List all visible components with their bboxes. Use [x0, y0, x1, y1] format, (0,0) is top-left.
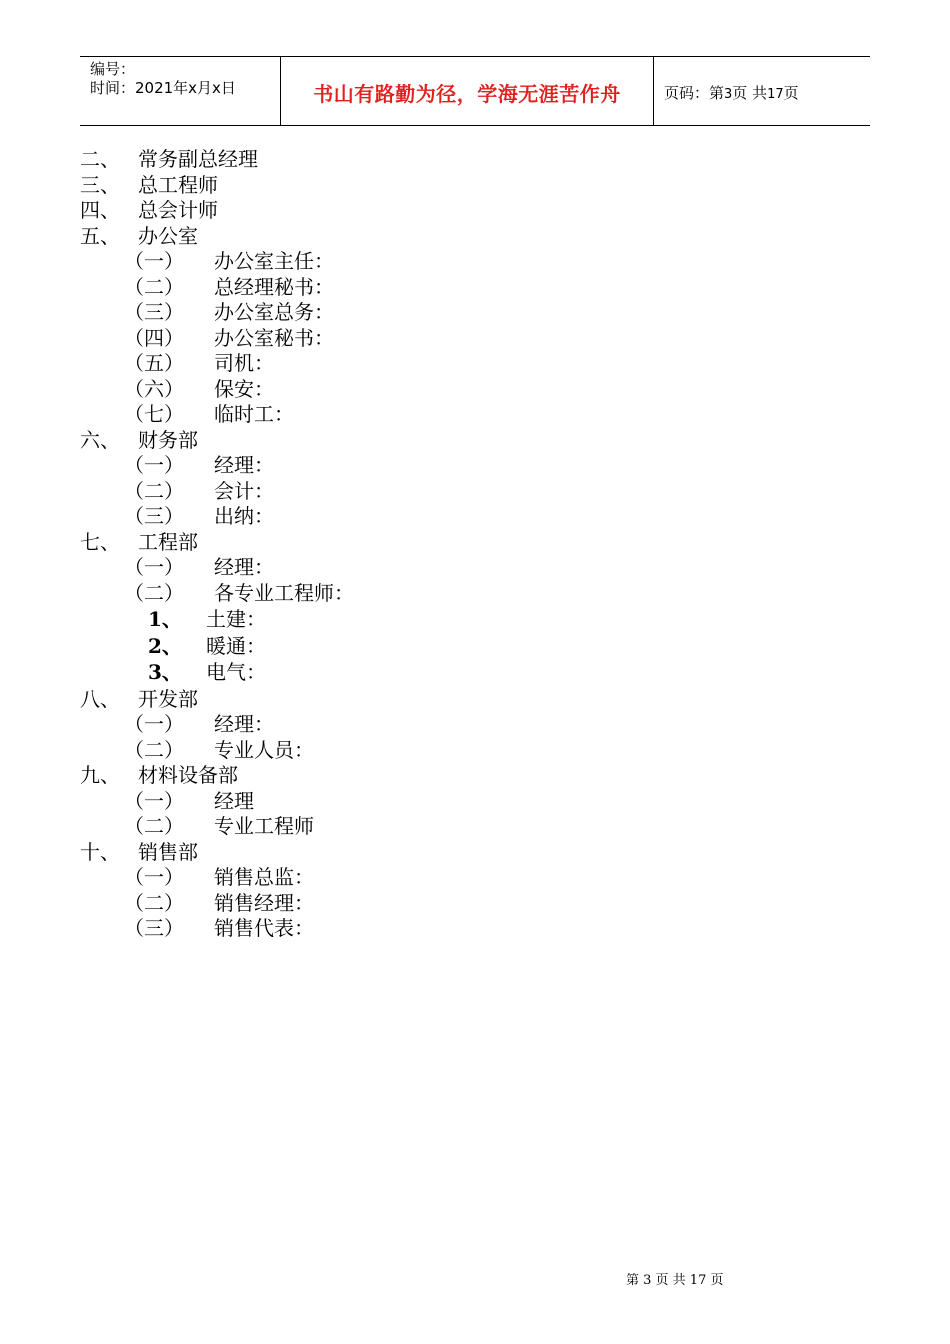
outline-item-number: 3、 [148, 660, 182, 684]
header-page-cell [654, 57, 870, 125]
outline-item-number: （六） [124, 376, 184, 401]
outline-item-number: （一） [124, 249, 184, 273]
outline-item-text: 财务部 [138, 427, 198, 452]
outline-item-number: （二） [124, 478, 184, 503]
outline-item-text: 专业人员： [214, 737, 314, 762]
outline-item-number: （一） [124, 712, 184, 736]
outline-item-number: （一） [124, 453, 184, 477]
outline-item-number: （二） [124, 274, 184, 299]
outline-item-text: 办公室主任： [214, 249, 334, 273]
outline-item-text: 办公室秘书： [214, 325, 334, 350]
outline-item-text: 经理 [214, 788, 254, 813]
outline-item-text: 办公室 [138, 223, 198, 248]
header-motto-cell [281, 57, 654, 125]
outline-item-text: 销售部 [138, 839, 198, 864]
page-footer: 第 3 页 共 17 页 [626, 1273, 724, 1288]
outline-item-text: 电气： [206, 660, 266, 684]
outline-item-number: （三） [124, 504, 184, 528]
outline-item-number: （七） [124, 402, 184, 426]
page-header [80, 56, 870, 126]
outline-item-text: 经理： [214, 555, 274, 579]
outline-item-text: 销售总监： [214, 865, 314, 889]
outline-item-number: （四） [124, 325, 184, 350]
page-info [664, 82, 799, 103]
outline-item-text: 保安： [214, 376, 274, 401]
outline-item-text: 销售代表： [214, 916, 314, 940]
outline-item-number: 九、 [80, 763, 120, 787]
outline-item-number: 八、 [80, 686, 120, 711]
outline-item-number: （二） [124, 580, 184, 605]
outline-item-text: 出纳： [214, 504, 274, 528]
outline-item-number: 七、 [80, 529, 120, 554]
outline-item-number: （一） [124, 788, 184, 813]
outline-item-text: 总经理秘书： [214, 274, 334, 299]
outline-item-text: 经理： [214, 453, 274, 477]
page-number: 3 [724, 87, 733, 102]
page-end: 页 [783, 84, 799, 102]
outline-item-number: （二） [124, 737, 184, 762]
page-label: 页码：第 [664, 84, 725, 102]
outline-item-number: （三） [124, 916, 184, 940]
outline-item-number: 二、 [80, 147, 120, 171]
outline-item-text: 司机： [214, 351, 274, 375]
outline-item-number: （二） [124, 814, 184, 838]
total-pages: 17 [767, 87, 784, 102]
outline-item-number: 2、 [148, 633, 182, 658]
time-label: 时间：2021年x月x日 [90, 79, 236, 97]
outline-item-text: 办公室总务： [214, 300, 334, 324]
outline-item-number: （三） [124, 300, 184, 324]
outline-item-number: （一） [124, 555, 184, 579]
outline-item-text: 材料设备部 [138, 763, 238, 787]
outline-item-text: 专业工程师 [214, 814, 314, 838]
outline-item-number: （一） [124, 865, 184, 889]
motto: 书山有路勤为径，学海无涯苦作舟 [313, 82, 621, 106]
outline-item-text: 开发部 [138, 686, 198, 711]
outline-item-text: 暖通： [206, 633, 266, 658]
outline-item-text: 会计： [214, 478, 274, 503]
outline-item-text: 经理： [214, 712, 274, 736]
outline-item-number: （二） [124, 890, 184, 915]
outline-item-text: 销售经理： [214, 890, 314, 915]
outline-item-text: 临时工： [214, 402, 294, 426]
outline-item-text: 工程部 [138, 529, 198, 554]
outline-item-number: 1、 [148, 607, 182, 631]
outline-item-number: 十、 [80, 839, 120, 864]
page-mid: 页 共 [732, 84, 768, 102]
outline-item-number: 三、 [80, 172, 120, 197]
outline-item-number: 四、 [80, 198, 120, 222]
outline-item-text: 土建： [206, 607, 266, 631]
outline-item-text: 常务副总经理 [138, 147, 258, 171]
outline-item-number: （五） [124, 351, 184, 375]
serial-label: 编号： [90, 60, 136, 78]
outline-item-number: 六、 [80, 427, 120, 452]
header-info-cell [80, 57, 281, 125]
outline-item-text: 总会计师 [138, 198, 218, 222]
outline-item-number: 五、 [80, 223, 120, 248]
outline-item-text: 总工程师 [138, 172, 218, 197]
outline-item-text: 各专业工程师： [214, 580, 354, 605]
